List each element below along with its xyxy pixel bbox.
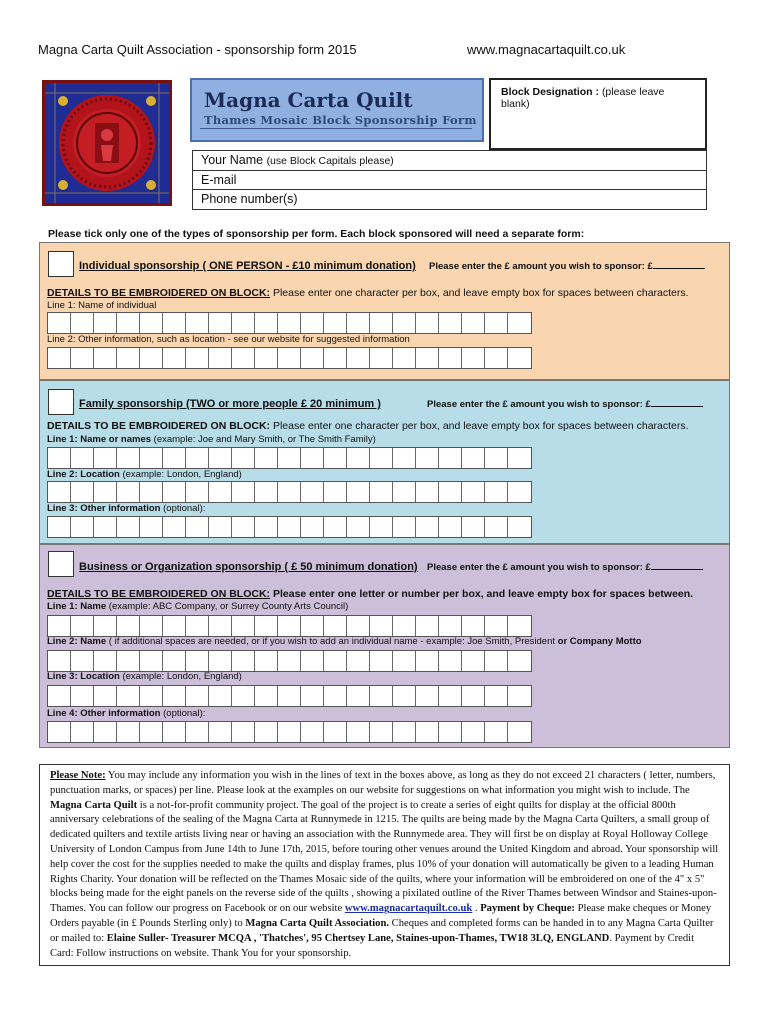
character-box[interactable] <box>347 348 370 368</box>
character-box[interactable] <box>186 448 209 468</box>
character-box[interactable] <box>209 482 232 502</box>
character-box[interactable] <box>301 722 324 742</box>
character-box[interactable] <box>140 616 163 636</box>
block-designation-box <box>489 78 707 150</box>
character-box[interactable] <box>163 517 186 537</box>
character-box[interactable] <box>485 482 508 502</box>
character-box[interactable] <box>117 722 140 742</box>
character-box[interactable] <box>163 686 186 706</box>
designation-label: Block Designation : <box>501 86 600 98</box>
business-title: Business or Organization sponsorship ( £ 50 minimum donation) <box>79 561 418 573</box>
character-box[interactable] <box>94 722 117 742</box>
character-box[interactable] <box>347 722 370 742</box>
character-box[interactable] <box>71 722 94 742</box>
character-box[interactable] <box>301 348 324 368</box>
character-box[interactable] <box>370 517 393 537</box>
character-box[interactable] <box>117 686 140 706</box>
character-box[interactable] <box>186 686 209 706</box>
character-box[interactable] <box>416 616 439 636</box>
character-box[interactable] <box>324 448 347 468</box>
character-box[interactable] <box>324 348 347 368</box>
form-title-box <box>190 78 484 142</box>
character-box[interactable] <box>439 686 462 706</box>
character-box[interactable] <box>301 686 324 706</box>
name-field[interactable] <box>193 151 706 171</box>
character-box[interactable] <box>393 686 416 706</box>
family-checkbox[interactable] <box>48 389 74 415</box>
email-label: E-mail <box>201 172 237 187</box>
character-box[interactable] <box>117 651 140 671</box>
character-box[interactable] <box>48 448 71 468</box>
character-box[interactable] <box>462 517 485 537</box>
character-box[interactable] <box>232 722 255 742</box>
character-box[interactable] <box>278 348 301 368</box>
family-line3-label: Line 3: Other information (optional): <box>47 503 206 514</box>
character-box[interactable] <box>186 313 209 333</box>
character-box[interactable] <box>71 686 94 706</box>
character-box[interactable] <box>255 313 278 333</box>
character-box[interactable] <box>485 616 508 636</box>
character-box[interactable] <box>186 722 209 742</box>
character-box[interactable] <box>140 722 163 742</box>
character-box[interactable] <box>48 616 71 636</box>
family-line1-boxes[interactable] <box>47 447 532 469</box>
character-box[interactable] <box>232 482 255 502</box>
character-box[interactable] <box>462 313 485 333</box>
character-box[interactable] <box>393 482 416 502</box>
character-box[interactable] <box>370 651 393 671</box>
character-box[interactable] <box>416 651 439 671</box>
individual-line1-boxes[interactable] <box>47 312 532 334</box>
character-box[interactable] <box>347 313 370 333</box>
character-box[interactable] <box>508 448 531 468</box>
character-box[interactable] <box>140 517 163 537</box>
character-box[interactable] <box>71 448 94 468</box>
business-line3-boxes[interactable] <box>47 685 532 707</box>
character-box[interactable] <box>347 616 370 636</box>
character-box[interactable] <box>485 686 508 706</box>
character-box[interactable] <box>117 482 140 502</box>
character-box[interactable] <box>370 313 393 333</box>
character-box[interactable] <box>209 686 232 706</box>
character-box[interactable] <box>140 313 163 333</box>
character-box[interactable] <box>209 348 232 368</box>
character-box[interactable] <box>370 348 393 368</box>
character-box[interactable] <box>209 517 232 537</box>
character-box[interactable] <box>508 686 531 706</box>
character-box[interactable] <box>485 448 508 468</box>
phone-note: (s) <box>283 192 298 207</box>
character-box[interactable] <box>232 448 255 468</box>
character-box[interactable] <box>439 348 462 368</box>
family-line2-boxes[interactable] <box>47 481 532 503</box>
business-line1-boxes[interactable] <box>47 615 532 637</box>
character-box[interactable] <box>301 517 324 537</box>
character-box[interactable] <box>255 686 278 706</box>
website-link[interactable]: www.magnacartaquilt.co.uk <box>344 903 473 915</box>
character-box[interactable] <box>278 517 301 537</box>
character-box[interactable] <box>278 448 301 468</box>
character-box[interactable] <box>508 313 531 333</box>
title-divider <box>200 128 472 129</box>
character-box[interactable] <box>232 348 255 368</box>
business-details: DETAILS TO BE EMBROIDERED ON BLOCK: Please enter one letter or number per box, and leave empty box for spaces between. <box>47 588 694 600</box>
character-box[interactable] <box>278 482 301 502</box>
character-box[interactable] <box>94 616 117 636</box>
character-box[interactable] <box>255 348 278 368</box>
character-box[interactable] <box>301 313 324 333</box>
character-box[interactable] <box>94 651 117 671</box>
character-box[interactable] <box>393 651 416 671</box>
character-box[interactable] <box>117 313 140 333</box>
character-box[interactable] <box>370 616 393 636</box>
character-box[interactable] <box>462 722 485 742</box>
character-box[interactable] <box>71 616 94 636</box>
header-form-title: Magna Carta Quilt Association - sponsorship form 2015 <box>38 42 357 57</box>
character-box[interactable] <box>71 517 94 537</box>
character-box[interactable] <box>232 313 255 333</box>
business-line4-boxes[interactable] <box>47 721 532 743</box>
family-details: DETAILS TO BE EMBROIDERED ON BLOCK: Please enter one character per box, and leave empty box for spaces between characters. <box>47 420 689 432</box>
designation-note: (please leave blank) <box>501 86 665 110</box>
character-box[interactable] <box>278 616 301 636</box>
character-box[interactable] <box>163 722 186 742</box>
character-box[interactable] <box>416 482 439 502</box>
character-box[interactable] <box>117 616 140 636</box>
business-sponsorship-section <box>39 544 730 748</box>
character-box[interactable] <box>48 517 71 537</box>
character-box[interactable] <box>508 517 531 537</box>
character-box[interactable] <box>370 482 393 502</box>
character-box[interactable] <box>508 348 531 368</box>
character-box[interactable] <box>209 651 232 671</box>
character-box[interactable] <box>370 722 393 742</box>
character-box[interactable] <box>347 686 370 706</box>
character-box[interactable] <box>209 722 232 742</box>
business-line4-label: Line 4: Other information (optional): <box>47 708 206 719</box>
name-note: (use Block Capitals please) <box>266 155 394 167</box>
character-box[interactable] <box>439 651 462 671</box>
character-box[interactable] <box>140 686 163 706</box>
character-box[interactable] <box>347 517 370 537</box>
character-box[interactable] <box>255 448 278 468</box>
character-box[interactable] <box>117 448 140 468</box>
character-box[interactable] <box>508 482 531 502</box>
character-box[interactable] <box>186 651 209 671</box>
character-box[interactable] <box>163 448 186 468</box>
header-website: www.magnacartaquilt.co.uk <box>467 42 626 57</box>
individual-line2-label: Line 2: Other information, such as location - see our website for suggested information <box>47 334 410 345</box>
character-box[interactable] <box>94 686 117 706</box>
character-box[interactable] <box>324 517 347 537</box>
business-line2-boxes[interactable] <box>47 650 532 672</box>
character-box[interactable] <box>140 482 163 502</box>
character-box[interactable] <box>462 448 485 468</box>
family-line1-label: Line 1: Name or names (example: Joe and Mary Smith, or The Smith Family) <box>47 434 376 445</box>
individual-line1-label: Line 1: Name of individual <box>47 300 157 311</box>
character-box[interactable] <box>485 517 508 537</box>
business-checkbox[interactable] <box>48 551 74 577</box>
character-box[interactable] <box>324 686 347 706</box>
business-line3-label: Line 3: Location (example: London, England) <box>47 671 242 682</box>
character-box[interactable] <box>485 722 508 742</box>
character-box[interactable] <box>71 348 94 368</box>
character-box[interactable] <box>416 348 439 368</box>
character-box[interactable] <box>186 482 209 502</box>
character-box[interactable] <box>393 616 416 636</box>
character-box[interactable] <box>255 482 278 502</box>
character-box[interactable] <box>462 482 485 502</box>
character-box[interactable] <box>485 348 508 368</box>
character-box[interactable] <box>393 313 416 333</box>
please-note-text: Please Note: You may include any information you wish in the lines of text in the boxes above, as long as they do not exceed 21 characters ( letter, numbers, punctuation marks, or spaces) per line. Please look at the examples on our website for suggestions on what information you might wish to include. The Magna Carta Quilt is a not-for-profit community project. The goal of the project is to create a series of eight quilts for display at the official 800th anniversary celebrations of the sealing of the Magna Carta at Runnymede in 1215. The quilts are being made by the Magna Carta Quilters, a small group of dedicated quilters and textile artists living near or having an association with the Runnymede area. They will first be on display at Royal Holloway College University of London Campus from June 14th to June 17th, 2015, before touring other venues around the United Kingdom and abroad. Your sponsorship will help cover the cost for the supplies needed to make the quilts and display frames, plus 10% of your donation will automatically be given to a leading Human Rights Charity. Your donation will be reflected on the Thames Mosaic side of the quilts, where your information will be embroidered on one of the 4" x 5" blocks being made for the eight panels on the reverse side of the quilts , showing a pixilated outline of the River Thames between Windsor and Staines-upon-Thames. You can follow our progress on Facebook or on our website www.magnacartaquilt.co.uk . Payment by Cheque: Please make cheques or Money Orders payable (in £ Pounds Sterling only) to Magna Carta Quilt Association. Cheques and completed forms can be handed in to any Magna Carta Quilter or mailed to: Elaine Suller- Treasurer MCQA , 'Thatches', 95 Chertsey Lane, Staines-upon-Thames, TW18 3LQ, ENGLAND. Payment by Credit Card: Follow instructions on website. Thank You for your sponsorship. <box>50 770 719 959</box>
character-box[interactable] <box>439 722 462 742</box>
character-box[interactable] <box>94 348 117 368</box>
character-box[interactable] <box>278 651 301 671</box>
character-box[interactable] <box>347 651 370 671</box>
family-title: Family sponsorship (TWO or more people £ 20 minimum ) <box>79 398 381 410</box>
character-box[interactable] <box>462 348 485 368</box>
tick-instruction: Please tick only one of the types of sponsorship per form. Each block sponsored will need a separate form: <box>48 228 585 240</box>
character-box[interactable] <box>94 448 117 468</box>
character-box[interactable] <box>255 517 278 537</box>
character-box[interactable] <box>71 313 94 333</box>
character-box[interactable] <box>278 313 301 333</box>
character-box[interactable] <box>393 448 416 468</box>
character-box[interactable] <box>163 482 186 502</box>
character-box[interactable] <box>416 722 439 742</box>
phone-field[interactable] <box>193 190 706 210</box>
individual-title: Individual sponsorship ( ONE PERSON - £10 minimum donation) <box>79 260 416 272</box>
character-box[interactable] <box>301 616 324 636</box>
individual-details: DETAILS TO BE EMBROIDERED ON BLOCK: Please enter one character per box, and leave empty box for spaces between characters. <box>47 287 689 299</box>
character-box[interactable] <box>370 686 393 706</box>
character-box[interactable] <box>485 313 508 333</box>
character-box[interactable] <box>370 448 393 468</box>
character-box[interactable] <box>209 616 232 636</box>
character-box[interactable] <box>48 348 71 368</box>
character-box[interactable] <box>186 616 209 636</box>
character-box[interactable] <box>232 517 255 537</box>
character-box[interactable] <box>439 313 462 333</box>
quilt-image <box>42 80 172 206</box>
character-box[interactable] <box>71 482 94 502</box>
character-box[interactable] <box>324 616 347 636</box>
character-box[interactable] <box>393 348 416 368</box>
character-box[interactable] <box>508 651 531 671</box>
character-box[interactable] <box>301 651 324 671</box>
character-box[interactable] <box>255 616 278 636</box>
contact-info-table <box>192 150 707 210</box>
character-box[interactable] <box>232 651 255 671</box>
character-box[interactable] <box>416 313 439 333</box>
character-box[interactable] <box>324 313 347 333</box>
character-box[interactable] <box>117 348 140 368</box>
character-box[interactable] <box>324 482 347 502</box>
character-box[interactable] <box>232 686 255 706</box>
form-title: Magna Carta Quilt <box>204 88 413 112</box>
character-box[interactable] <box>462 616 485 636</box>
character-box[interactable] <box>48 651 71 671</box>
character-box[interactable] <box>48 313 71 333</box>
character-box[interactable] <box>393 517 416 537</box>
business-line1-label: Line 1: Name (example: ABC Company, or Surrey County Arts Council) <box>47 601 349 612</box>
character-box[interactable] <box>94 313 117 333</box>
character-box[interactable] <box>462 651 485 671</box>
please-note-box <box>39 764 730 966</box>
character-box[interactable] <box>255 651 278 671</box>
character-box[interactable] <box>71 651 94 671</box>
character-box[interactable] <box>117 517 140 537</box>
character-box[interactable] <box>416 686 439 706</box>
character-box[interactable] <box>186 517 209 537</box>
form-subtitle: Thames Mosaic Block Sponsorship Form <box>204 113 477 127</box>
character-box[interactable] <box>209 448 232 468</box>
character-box[interactable] <box>48 482 71 502</box>
name-label: Your Name <box>201 153 264 167</box>
business-amount[interactable]: Please enter the £ amount you wish to sponsor: £ <box>427 562 703 573</box>
character-box[interactable] <box>140 348 163 368</box>
character-box[interactable] <box>186 348 209 368</box>
character-box[interactable] <box>163 616 186 636</box>
character-box[interactable] <box>94 482 117 502</box>
character-box[interactable] <box>48 686 71 706</box>
character-box[interactable] <box>416 517 439 537</box>
character-box[interactable] <box>232 616 255 636</box>
family-sponsorship-section <box>39 380 730 544</box>
character-box[interactable] <box>439 482 462 502</box>
email-field[interactable] <box>193 171 706 191</box>
character-box[interactable] <box>508 722 531 742</box>
character-box[interactable] <box>508 616 531 636</box>
character-box[interactable] <box>278 686 301 706</box>
phone-label: Phone number <box>201 192 284 207</box>
character-box[interactable] <box>393 722 416 742</box>
character-box[interactable] <box>462 686 485 706</box>
individual-sponsorship-section <box>39 242 730 380</box>
character-box[interactable] <box>163 348 186 368</box>
character-box[interactable] <box>48 722 71 742</box>
business-line2-label: Line 2: Name ( if additional spaces are needed, or if you wish to add an individual name - example: Joe Smith, President or Company Motto <box>47 636 642 647</box>
character-box[interactable] <box>301 482 324 502</box>
character-box[interactable] <box>324 651 347 671</box>
individual-checkbox[interactable] <box>48 251 74 277</box>
individual-amount[interactable]: Please enter the £ amount you wish to sponsor: £ <box>429 261 705 272</box>
character-box[interactable] <box>278 722 301 742</box>
family-amount[interactable]: Please enter the £ amount you wish to sponsor: £ <box>427 399 703 410</box>
family-line2-label: Line 2: Location (example: London, England) <box>47 469 242 480</box>
character-box[interactable] <box>347 482 370 502</box>
character-box[interactable] <box>140 448 163 468</box>
character-box[interactable] <box>347 448 370 468</box>
character-box[interactable] <box>140 651 163 671</box>
character-box[interactable] <box>163 313 186 333</box>
character-box[interactable] <box>324 722 347 742</box>
character-box[interactable] <box>255 722 278 742</box>
individual-line2-boxes[interactable] <box>47 347 532 369</box>
character-box[interactable] <box>209 313 232 333</box>
character-box[interactable] <box>94 517 117 537</box>
family-line3-boxes[interactable] <box>47 516 532 538</box>
character-box[interactable] <box>439 616 462 636</box>
character-box[interactable] <box>485 651 508 671</box>
character-box[interactable] <box>439 448 462 468</box>
character-box[interactable] <box>301 448 324 468</box>
character-box[interactable] <box>416 448 439 468</box>
character-box[interactable] <box>163 651 186 671</box>
character-box[interactable] <box>439 517 462 537</box>
